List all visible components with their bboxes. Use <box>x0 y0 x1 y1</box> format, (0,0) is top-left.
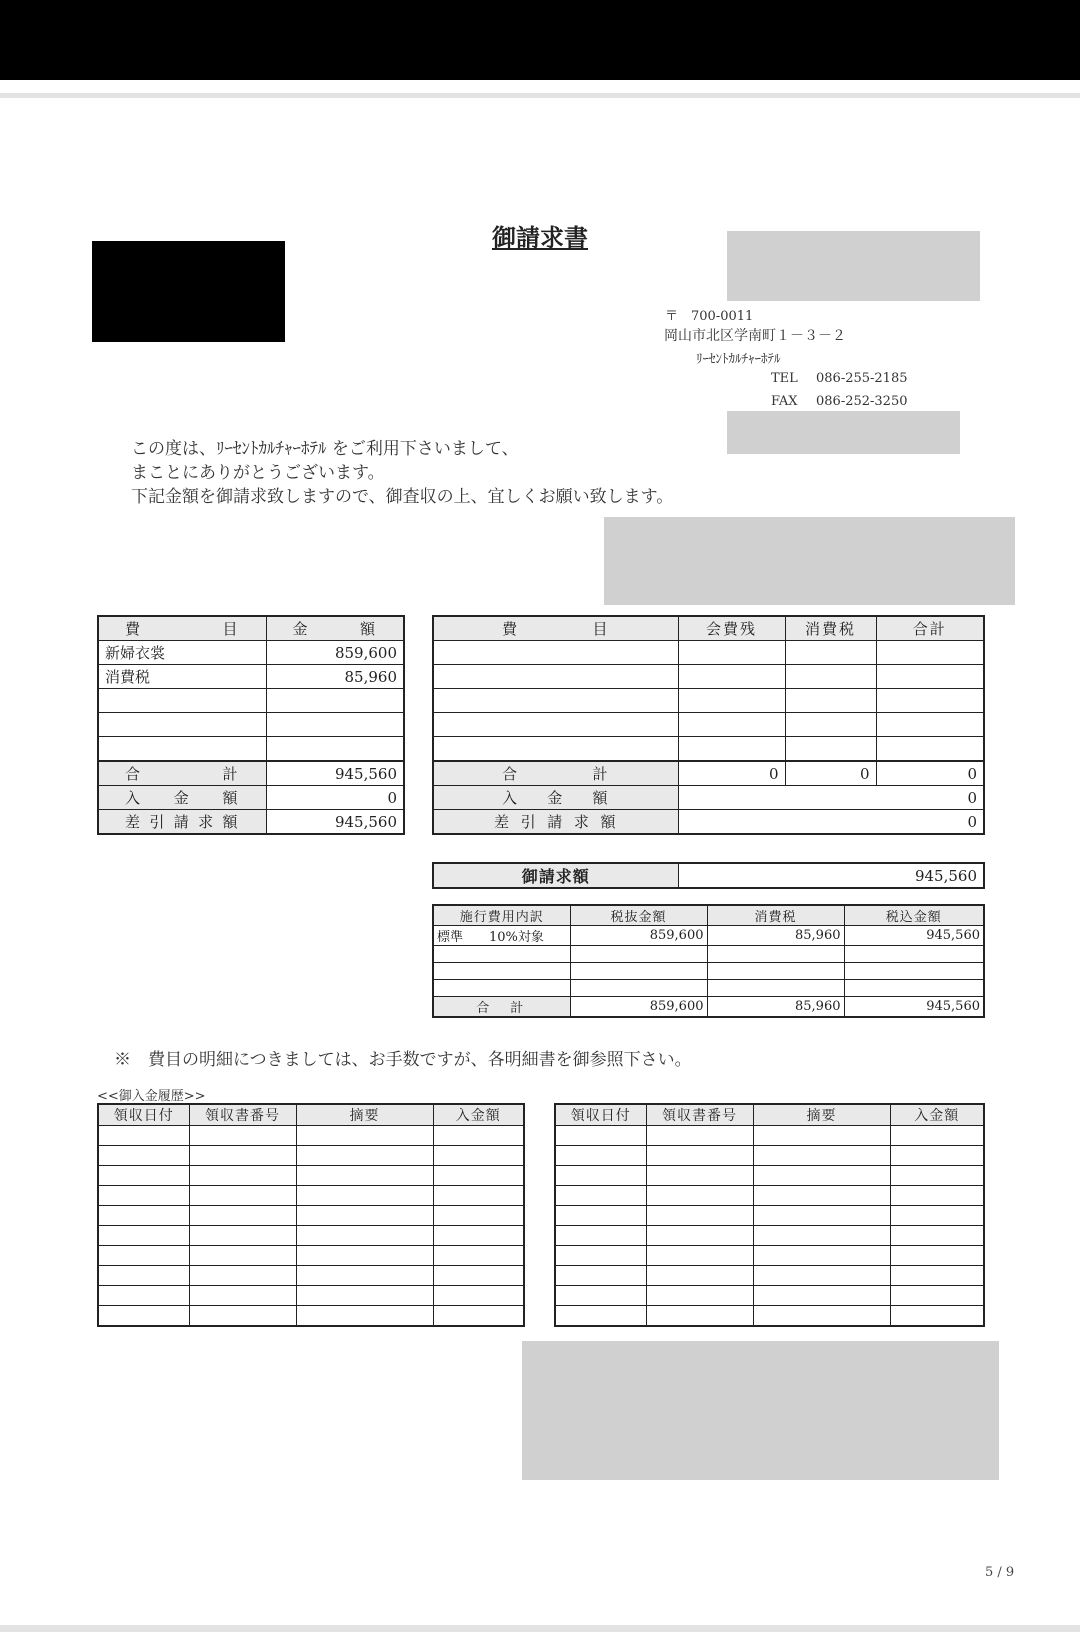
left-header-amount: 金 額 <box>266 616 404 641</box>
table-row <box>98 1306 524 1327</box>
intro-text <box>131 437 673 509</box>
breakdown-row-net: 859,600 <box>570 926 707 946</box>
history-header-date: 領収日付 <box>98 1104 189 1126</box>
tel-label: TEL <box>771 371 798 386</box>
left-summary-table <box>97 615 405 835</box>
table-row <box>98 1126 524 1146</box>
grand-total-box <box>432 862 985 889</box>
table-row <box>433 737 984 762</box>
breakdown-total-net: 859,600 <box>570 997 707 1018</box>
right-balance-label: 差引請求額 <box>433 810 678 835</box>
breakdown-total-tax: 85,960 <box>707 997 844 1018</box>
table-row <box>433 963 984 980</box>
left-balance-label: 差引請求額 <box>98 810 266 835</box>
right-total-dues: 0 <box>678 761 785 786</box>
recipient-redaction <box>92 241 285 342</box>
left-row-item <box>98 713 266 737</box>
left-total-label: 合計 <box>98 761 266 786</box>
table-row <box>98 713 404 737</box>
left-row-amount <box>266 737 404 762</box>
table-row <box>433 946 984 963</box>
issuer-postal: 〒 700-0011 <box>665 309 754 324</box>
breakdown-header-category: 施行費用内訳 <box>433 905 570 926</box>
right-summary-table <box>432 615 985 835</box>
breakdown-table <box>432 904 985 1018</box>
left-row-item: 消費税 <box>98 665 266 689</box>
breakdown-total-label: 合 計 <box>433 997 570 1018</box>
payment-history-table-right <box>554 1103 985 1327</box>
top-bar <box>0 0 1080 80</box>
right-header-item: 費 目 <box>433 616 678 641</box>
table-row <box>98 1186 524 1206</box>
table-row <box>98 1166 524 1186</box>
table-row <box>433 641 984 665</box>
table-row <box>433 689 984 713</box>
table-row <box>98 641 404 665</box>
breakdown-header-net: 税抜金額 <box>570 905 707 926</box>
intro-line-2: まことにありがとうございます。 <box>131 463 385 483</box>
table-row <box>555 1306 984 1327</box>
table-row <box>98 1266 524 1286</box>
document-title: 御請求書 <box>492 223 588 252</box>
history-header-date: 領収日付 <box>555 1104 646 1126</box>
payment-history-label: <<御入金履歴>> <box>97 1089 206 1104</box>
left-row-amount: 859,600 <box>266 641 404 665</box>
table-row <box>433 926 984 946</box>
redaction-block-1 <box>727 231 980 301</box>
left-paid-value: 0 <box>266 786 404 810</box>
left-row-item: 新婦衣裳 <box>98 641 266 665</box>
table-row <box>555 1146 984 1166</box>
table-row <box>98 689 404 713</box>
breakdown-row-tax: 85,960 <box>707 926 844 946</box>
payment-history-table-left <box>97 1103 525 1327</box>
history-header-receipt-no: 領収書番号 <box>646 1104 753 1126</box>
left-total-value: 945,560 <box>266 761 404 786</box>
history-header-receipt-no: 領収書番号 <box>189 1104 296 1126</box>
left-row-amount: 85,960 <box>266 665 404 689</box>
history-header-memo: 摘要 <box>296 1104 433 1126</box>
right-total-sum: 0 <box>876 761 984 786</box>
right-balance-value: 0 <box>678 810 984 835</box>
table-row <box>98 1246 524 1266</box>
issuer-address: 岡山市北区学南町１－３－２ <box>664 328 846 344</box>
page-number: 5 / 9 <box>985 1565 1015 1580</box>
fax-number: 086-252-3250 <box>816 394 908 409</box>
breakdown-header-gross: 税込金額 <box>844 905 984 926</box>
table-row <box>555 1226 984 1246</box>
right-header-tax: 消費税 <box>785 616 876 641</box>
right-header-total: 合計 <box>876 616 984 641</box>
redaction-block-2 <box>727 411 960 454</box>
table-row <box>555 1206 984 1226</box>
left-row-item <box>98 737 266 762</box>
left-balance-value: 945,560 <box>266 810 404 835</box>
history-header-memo: 摘要 <box>753 1104 890 1126</box>
table-row <box>433 713 984 737</box>
table-row <box>98 1146 524 1166</box>
history-header-amount: 入金額 <box>433 1104 524 1126</box>
intro-line-3: 下記金額を御請求致しますので、御査収の上、宜しくお願い致します。 <box>131 487 674 507</box>
table-row <box>555 1186 984 1206</box>
grand-total-label: 御請求額 <box>433 863 678 888</box>
right-total-tax: 0 <box>785 761 876 786</box>
table-row <box>555 1166 984 1186</box>
breakdown-row-label: 標準 10%対象 <box>433 926 570 946</box>
left-header-item: 費 目 <box>98 616 266 641</box>
table-row <box>98 737 404 762</box>
breakdown-row-gross: 945,560 <box>844 926 984 946</box>
table-row <box>98 665 404 689</box>
redaction-block-3 <box>604 517 1015 605</box>
left-paid-label: 入金額 <box>98 786 266 810</box>
grand-total-value: 945,560 <box>678 863 984 888</box>
table-row <box>555 1286 984 1306</box>
right-total-label: 合計 <box>433 761 678 786</box>
table-row <box>98 1226 524 1246</box>
table-row <box>98 1206 524 1226</box>
left-row-amount <box>266 689 404 713</box>
table-row <box>555 1126 984 1146</box>
table-row <box>555 1266 984 1286</box>
tel-number: 086-255-2185 <box>816 371 908 386</box>
table-row <box>433 665 984 689</box>
left-row-amount <box>266 713 404 737</box>
table-row <box>98 1286 524 1306</box>
bottom-divider <box>0 1625 1080 1632</box>
intro-line-1: この度は、ﾘｰｾﾝﾄｶﾙﾁｬｰﾎﾃﾙ をご利用下さいまして、 <box>131 439 519 459</box>
left-row-item <box>98 689 266 713</box>
history-header-amount: 入金額 <box>890 1104 984 1126</box>
redaction-block-4 <box>522 1341 999 1480</box>
right-paid-label: 入金額 <box>433 786 678 810</box>
top-divider <box>0 93 1080 98</box>
breakdown-header-tax: 消費税 <box>707 905 844 926</box>
issuer-name: ﾘｰｾﾝﾄｶﾙﾁｬｰﾎﾃﾙ <box>696 352 781 367</box>
right-header-dues: 会費残 <box>678 616 785 641</box>
right-paid-value: 0 <box>678 786 984 810</box>
table-row <box>433 980 984 997</box>
fax-label: FAX <box>771 394 798 409</box>
reference-note: ※ 費目の明細につきましては、お手数ですが、各明細書を御参照下さい。 <box>114 1050 692 1070</box>
breakdown-total-gross: 945,560 <box>844 997 984 1018</box>
table-row <box>555 1246 984 1266</box>
